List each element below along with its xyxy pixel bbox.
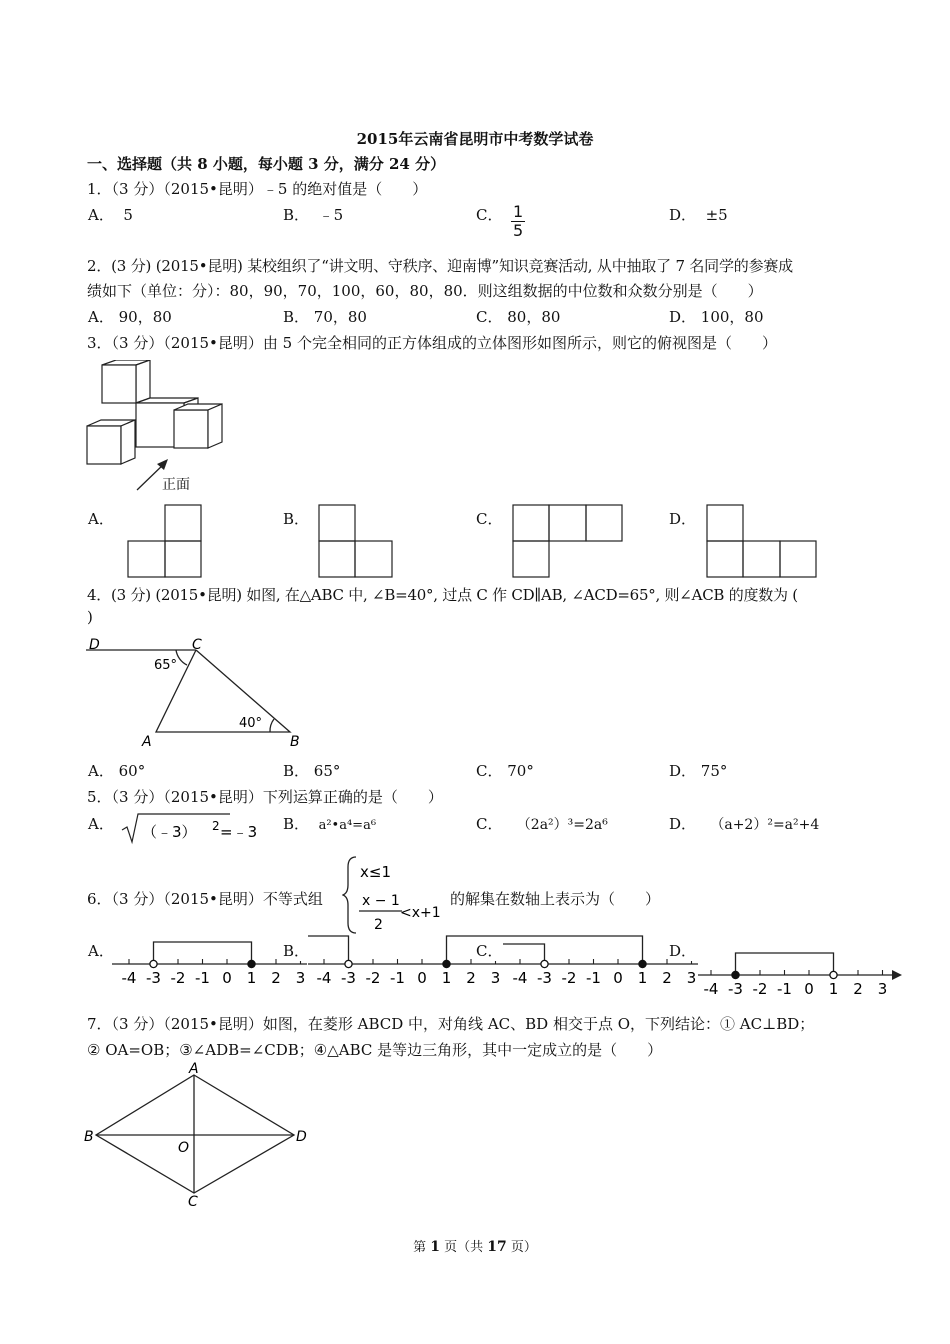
- q3-front-label: 正面: [162, 477, 190, 493]
- closed-point: [443, 960, 450, 967]
- question-2-line-2: 绩如下（单位：分）：80，90，70，100，60，80，80．则这组数据的中位数和众数分别是（ ）: [87, 282, 763, 300]
- axis-arrow: [892, 970, 902, 980]
- tick-label: -1: [195, 969, 210, 987]
- q3-option-a-label: A．: [88, 510, 114, 528]
- tick-label: -2: [561, 969, 577, 987]
- footer-mid: 页（共: [440, 1240, 488, 1255]
- q4-option-a: A． 60°: [88, 762, 146, 780]
- rhombus-abcd: [96, 1075, 294, 1193]
- q5-a-rhs: =﹣3: [220, 823, 258, 841]
- q5-option-a-label: A．: [88, 815, 114, 833]
- fraction-numerator: 1: [513, 202, 524, 221]
- tick-label: 3: [877, 980, 888, 998]
- q4-option-d: D． 75°: [669, 762, 728, 780]
- tick-label: 3: [490, 969, 501, 987]
- q6-option-b-label: B．: [283, 942, 310, 960]
- q4-triangle-figure: [84, 632, 306, 752]
- tick-label: 0: [417, 969, 427, 987]
- label-a: A: [142, 734, 152, 750]
- q5-option-d-label: D．: [669, 815, 697, 833]
- q1-option-b-label: B．: [283, 206, 310, 224]
- open-point: [150, 960, 157, 967]
- question-1-stem: 1．（3 分）（2015•昆明）﹣5 的绝对值是（ ）: [87, 180, 428, 198]
- tick-label: -2: [170, 969, 186, 987]
- tick-label: 1: [441, 969, 452, 987]
- q5-option-b-label: B．: [283, 815, 310, 833]
- q6-option-c-label: C．: [476, 942, 503, 960]
- tick-label: -3: [146, 969, 161, 987]
- q1-option-a: [88, 204, 133, 225]
- tick-label: 0: [804, 980, 814, 998]
- q4-option-c: C． 70°: [476, 762, 534, 780]
- tick-label: -4: [703, 980, 719, 998]
- q3-option-a-figure: [127, 504, 203, 578]
- question-4-line-2: ): [87, 608, 93, 626]
- open-point: [345, 960, 352, 967]
- q6-option-b-numberline: [308, 930, 503, 992]
- fraction-denominator: 5: [513, 221, 524, 240]
- tick-label: 1: [246, 969, 257, 987]
- q3-cube-figure: [84, 360, 234, 495]
- q6-option-d-numberline: [698, 930, 908, 1002]
- cube-front-left: [87, 426, 121, 464]
- closed-point: [639, 960, 646, 967]
- tick-label: -1: [777, 980, 792, 998]
- q3-option-b-label: B．: [283, 510, 310, 528]
- q2-option-d: D． 100，80: [669, 308, 764, 326]
- q3-option-d-figure: [706, 504, 818, 578]
- tick-label: -2: [752, 980, 768, 998]
- sys-numerator: x − 1: [362, 893, 400, 909]
- label-b: B: [290, 734, 300, 750]
- q5-option-d: [669, 813, 819, 834]
- tick-label: 3: [295, 969, 306, 987]
- cube-front-face: [102, 365, 136, 403]
- page-footer: [0, 1236, 950, 1255]
- q3-option-b-figure: [318, 504, 394, 578]
- q3-option-c-figure: [512, 504, 624, 578]
- angle-40-arc: [270, 719, 274, 732]
- q5-option-d-expr: （a+2）²=a²+4: [710, 817, 820, 833]
- tick-label: -1: [586, 969, 601, 987]
- q1-option-b: [283, 204, 343, 225]
- question-2-line-1: 2．(3 分) (2015•昆明) 某校组织了“讲文明、守秩序、迎南博”知识竞赛活动, 从中抽取了 7 名同学的参赛成: [87, 257, 793, 275]
- label-o: O: [178, 1140, 190, 1156]
- label-c: C: [192, 637, 202, 653]
- q1-option-d-label: D．: [669, 206, 697, 224]
- page-title: 2015年云南省昆明市中考数学试卷: [356, 130, 594, 148]
- question-4-line-1: 4．(3 分) (2015•昆明) 如图, 在△ABC 中, ∠B=40°, 过点 C 作 CD∥AB, ∠ACD=65°, 则∠ACB 的度数为 (: [87, 586, 798, 604]
- tick-label: -3: [728, 980, 743, 998]
- q1-option-b-value: ﹣5: [318, 206, 344, 224]
- q1-option-a-value: 5: [123, 206, 133, 224]
- tick-label: -2: [365, 969, 381, 987]
- q3-option-c-label: C．: [476, 510, 503, 528]
- q1-option-d: [669, 204, 728, 225]
- tick-label: -1: [390, 969, 405, 987]
- question-7-line-2: ② OA=OB；③∠ADB=∠CDB；④△ABC 是等边三角形，其中一定成立的是（ ）: [87, 1041, 663, 1059]
- label-c: C: [188, 1194, 198, 1210]
- tick-label: 2: [271, 969, 281, 987]
- label-d: D: [89, 637, 100, 653]
- tick-label: -4: [316, 969, 332, 987]
- q6-option-a-numberline: [112, 930, 310, 992]
- sys-denominator: 2: [374, 917, 383, 933]
- q5-option-a-sqrt: [120, 810, 270, 846]
- label-b: B: [84, 1129, 94, 1145]
- solution-ray: [308, 936, 349, 964]
- tick-label: 2: [662, 969, 672, 987]
- tick-label: 0: [222, 969, 232, 987]
- question-5-stem: 5．（3 分）（2015•昆明）下列运算正确的是（ ）: [87, 788, 443, 806]
- closed-point: [248, 960, 255, 967]
- tick-label: 2: [466, 969, 476, 987]
- q6-option-a-label: A．: [88, 942, 114, 960]
- q1-option-d-value: ±5: [705, 206, 728, 224]
- question-6-stem-post: 的解集在数轴上表示为（ ）: [450, 890, 661, 908]
- q2-option-b: B． 70，80: [283, 308, 367, 326]
- footer-total: 17: [487, 1239, 507, 1255]
- sys-line-1: x≤1: [360, 863, 391, 881]
- q3-option-d-label: D．: [669, 510, 697, 528]
- solution-ray: [503, 936, 643, 964]
- label-d: D: [296, 1129, 307, 1145]
- tick-label: 3: [686, 969, 697, 987]
- q1-option-a-label: A．: [88, 206, 114, 224]
- open-point: [541, 960, 548, 967]
- section-heading: 一、选择题（共 8 小题，每小题 3 分，满分 24 分）: [87, 155, 446, 173]
- q5-option-b: [283, 813, 376, 834]
- tick-label: 0: [613, 969, 623, 987]
- angle-40-label: 40°: [239, 716, 263, 731]
- q5-a-exponent: 2: [212, 819, 220, 833]
- tick-label: -3: [341, 969, 356, 987]
- q6-option-d-label: D．: [669, 942, 697, 960]
- footer-post: 页）: [506, 1240, 537, 1255]
- q6-inequality-system: [342, 855, 452, 935]
- q2-option-c: C． 80，80: [476, 308, 561, 326]
- label-a: A: [189, 1061, 199, 1077]
- tick-label: 2: [853, 980, 863, 998]
- sys-rhs: <x+1: [400, 905, 441, 921]
- q1-option-c-fraction: [511, 203, 525, 240]
- q5-option-c-label: C．: [476, 815, 503, 833]
- question-6-stem-pre: 6．（3 分）（2015•昆明）不等式组: [87, 890, 323, 908]
- q1-option-c: [476, 204, 502, 225]
- question-3-stem: 3．（3 分）（2015•昆明）由 5 个完全相同的正方体组成的立体图形如图所示，则它的俯视图是（ ）: [87, 334, 777, 352]
- q5-option-b-expr: a²•a⁴=a⁶: [318, 818, 377, 833]
- q7-rhombus-figure: [84, 1060, 314, 1210]
- tick-label: 1: [828, 980, 839, 998]
- closed-point: [732, 971, 739, 978]
- tick-label: 1: [637, 969, 648, 987]
- brace: [343, 857, 356, 933]
- q1-option-c-label: C．: [476, 206, 503, 224]
- q5-option-c-expr: （2a²）³=2a⁶: [516, 817, 608, 833]
- tick-label: -4: [121, 969, 137, 987]
- angle-65-arc: [176, 650, 187, 665]
- footer-page: 1: [430, 1239, 440, 1255]
- q4-option-b: B． 65°: [283, 762, 341, 780]
- cube-side-face: [136, 360, 150, 403]
- question-7-line-1: 7．（3 分）（2015•昆明）如图，在菱形 ABCD 中，对角线 AC、BD 相交于点 O，下列结论：① AC⊥BD；: [87, 1015, 815, 1033]
- angle-65-label: 65°: [154, 658, 178, 673]
- solution-ray: [503, 944, 545, 964]
- q2-option-a: A． 90，80: [88, 308, 172, 326]
- q5-a-expr: （﹣3）: [142, 823, 197, 841]
- q5-option-c: [476, 813, 608, 834]
- tick-label: -4: [512, 969, 528, 987]
- footer-pre: 第: [413, 1240, 431, 1255]
- tick-label: -3: [537, 969, 552, 987]
- open-point: [830, 971, 837, 978]
